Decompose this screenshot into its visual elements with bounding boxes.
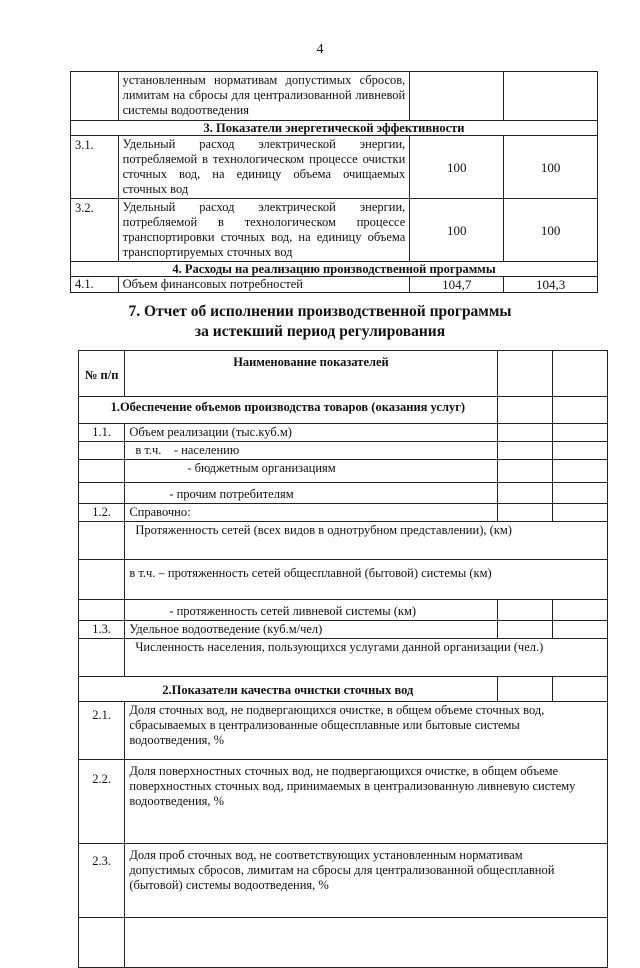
row-number: 2.1. [79, 702, 125, 760]
value-cell [497, 677, 552, 702]
value-cell: 100 [504, 199, 598, 262]
indicator-name: Численность населения, пользующихся услугами данной организации (чел.) [125, 639, 608, 677]
row-number [71, 72, 119, 121]
table-row [79, 844, 608, 918]
table-row [79, 600, 608, 621]
table-row [79, 483, 608, 504]
row-number: 3.2. [71, 199, 119, 262]
indicator-name: в т.ч. – протяженность сетей общесплавной (бытовой) системы (км) [125, 560, 608, 600]
section-7-title [0, 302, 640, 342]
value-cell: 104,7 [410, 277, 504, 293]
value-cell [497, 442, 552, 460]
section-row [79, 677, 608, 702]
table-row [71, 72, 598, 121]
section-row [71, 121, 598, 136]
indicator-name [125, 918, 608, 968]
value-cell [552, 483, 607, 504]
section-heading: 4. Расходы на реализацию производственной программы [71, 262, 598, 277]
indicator-name: Доля поверхностных сточных вод, не подвергающихся очистке, в общем объеме поверхностных сточных вод, принимаемых в централизованную ливневую систему водоотведения, % [125, 760, 608, 844]
section-row [79, 397, 608, 424]
indicator-name: Протяженность сетей (всех видов в однотрубном представлении), (км) [125, 522, 608, 560]
section-7-title-line1: 7. Отчет об исполнении производственной программы [128, 303, 512, 320]
indicator-name: установленным нормативам допустимых сбросов, лимитам на сбросы для централизованной ливневой системы водоотведения [118, 72, 410, 121]
value-cell [552, 504, 607, 522]
value-cell [497, 424, 552, 442]
value-cell: 100 [504, 136, 598, 199]
section-row [71, 262, 598, 277]
value-cell [552, 677, 607, 702]
table-row [79, 442, 608, 460]
row-number: 2.3. [79, 844, 125, 918]
row-number [79, 442, 125, 460]
indicator-name: Доля проб сточных вод, не соответствующих установленным нормативам допустимых сбросов, лимитам на сбросы для централизованной общесплавной (бытовой) системы водоотведения, % [125, 844, 608, 918]
row-number: 1.3. [79, 621, 125, 639]
indicator-name: Удельное водоотведение (куб.м/чел) [125, 621, 497, 639]
value-cell [552, 600, 607, 621]
row-number [79, 522, 125, 560]
table-row [79, 424, 608, 442]
section-7-title-line2: за истекший период регулирования [194, 323, 446, 340]
row-number [79, 560, 125, 600]
value-cell [410, 72, 504, 121]
indicator-name: Справочно: [125, 504, 497, 522]
value-cell [552, 621, 607, 639]
value-cell [497, 504, 552, 522]
row-number [79, 483, 125, 504]
value-cell [497, 621, 552, 639]
value-cell [497, 483, 552, 504]
value-cell [552, 460, 607, 483]
indicator-name: Объем финансовых потребностей [118, 277, 410, 293]
performance-indicators-table [70, 71, 598, 293]
table-row [79, 702, 608, 760]
table-row [71, 199, 598, 262]
indicator-name: - прочим потребителям [125, 483, 497, 504]
indicator-name: Объем реализации (тыс.куб.м) [125, 424, 497, 442]
page-number: 4 [316, 42, 324, 57]
section-heading: 2.Показатели качества очистки сточных вод [79, 677, 498, 702]
header-row [79, 351, 608, 397]
value-cell [497, 397, 552, 424]
table-row [79, 560, 608, 600]
value-cell [497, 351, 552, 397]
table-row [79, 639, 608, 677]
section-heading: 3. Показатели энергетической эффективности [71, 121, 598, 136]
table-row [71, 136, 598, 199]
row-number [79, 460, 125, 483]
section-heading: 1.Обеспечение объемов производства товаров (оказания услуг) [79, 397, 498, 424]
value-cell: 100 [410, 199, 504, 262]
indicator-name: Удельный расход электрической энергии, потребляемой в технологическом процессе очистки сточных вод, на единицу объема очищаемых сточных вод [118, 136, 410, 199]
header-number: № п/п [79, 351, 125, 397]
table-row [79, 760, 608, 844]
value-cell [552, 442, 607, 460]
row-number [79, 600, 125, 621]
value-cell [504, 72, 598, 121]
table-row [71, 277, 598, 293]
header-indicator-name: Наименование показателей [125, 351, 497, 397]
row-number [79, 918, 125, 968]
value-cell [552, 424, 607, 442]
table-row [79, 522, 608, 560]
row-number [79, 639, 125, 677]
row-number: 3.1. [71, 136, 119, 199]
row-number: 4.1. [71, 277, 119, 293]
row-number: 1.1. [79, 424, 125, 442]
indicator-name: Доля сточных вод, не подвергающихся очистке, в общем объеме сточных вод, сбрасываемых в централизованные общесплавные или бытовые системы водоотведения, % [125, 702, 608, 760]
value-cell [497, 600, 552, 621]
value-cell: 104,3 [504, 277, 598, 293]
row-number: 1.2. [79, 504, 125, 522]
indicator-name: - бюджетным организациям [125, 460, 497, 483]
program-report-table [78, 350, 608, 968]
table-row [79, 460, 608, 483]
row-number: 2.2. [79, 760, 125, 844]
value-cell: 100 [410, 136, 504, 199]
indicator-name: - протяженность сетей ливневой системы (км) [125, 600, 497, 621]
value-cell [552, 351, 607, 397]
table-row [79, 504, 608, 522]
value-cell [497, 460, 552, 483]
table-row [79, 621, 608, 639]
indicator-name: Удельный расход электрической энергии, потребляемой в технологическом процессе транспортировки сточных вод, на единицу объема транспортируемых сточных вод [118, 199, 410, 262]
indicator-name: в т.ч. - населению [125, 442, 497, 460]
value-cell [552, 397, 607, 424]
table-row [79, 918, 608, 968]
